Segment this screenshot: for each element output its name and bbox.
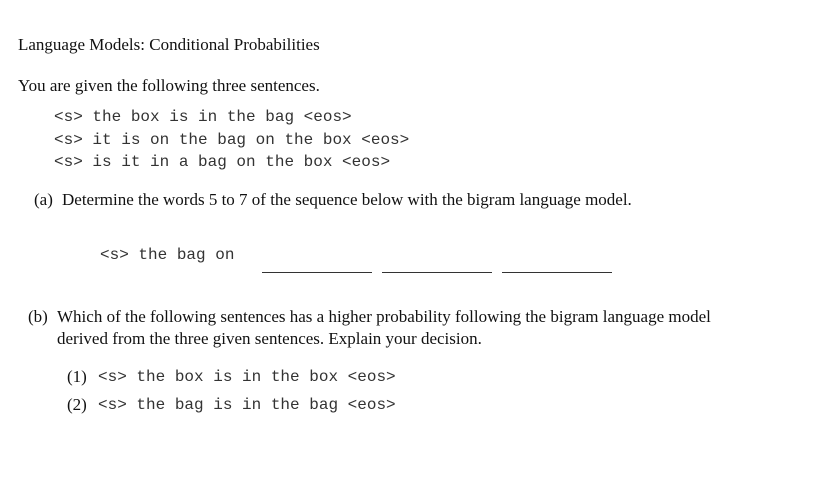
option-2-number: (2)	[67, 395, 87, 414]
answer-blank-word-7[interactable]	[502, 260, 612, 278]
sentence-1: <s> the box is in the bag <eos>	[54, 108, 352, 126]
answer-blank-word-6[interactable]	[382, 260, 492, 278]
part-a-question: Determine the words 5 to 7 of the sequence below with the bigram language model.	[62, 190, 632, 209]
part-b-question-line-1: Which of the following sentences has a higher probability following the bigram language model	[57, 307, 711, 326]
part-a-label: (a)	[34, 190, 53, 209]
sentence-2: <s> it is on the bag on the box <eos>	[54, 131, 410, 149]
intro-text: You are given the following three sentences.	[18, 76, 320, 95]
part-b-question-line-2: derived from the three given sentences. Explain your decision.	[57, 329, 482, 348]
option-1-sentence: <s> the box is in the box <eos>	[98, 368, 396, 386]
answer-blank-word-5[interactable]	[262, 260, 372, 278]
part-a-sequence: <s> the bag on	[100, 246, 235, 264]
page-title: Language Models: Conditional Probabilities	[18, 35, 320, 54]
sentence-3: <s> is it in a bag on the box <eos>	[54, 153, 391, 171]
option-2-sentence: <s> the bag is in the bag <eos>	[98, 396, 396, 414]
option-1-number: (1)	[67, 367, 87, 386]
part-b-label: (b)	[28, 307, 48, 326]
